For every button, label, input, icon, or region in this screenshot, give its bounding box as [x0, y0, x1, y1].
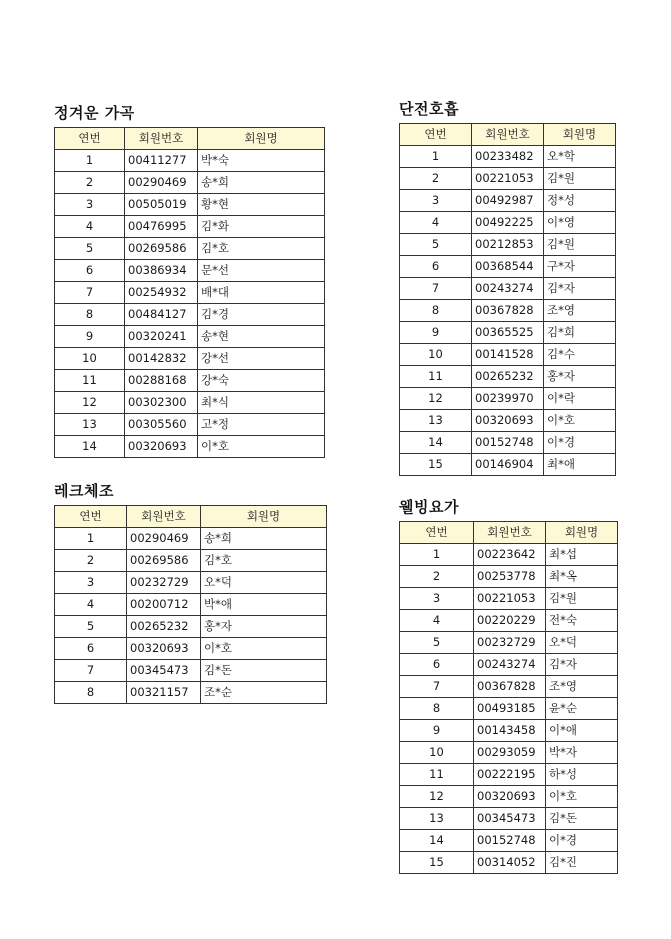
cell-member-id: 00243274 — [472, 278, 544, 300]
cell-member-name: 강*숙 — [198, 370, 325, 392]
cell-member-id: 00320693 — [125, 436, 198, 458]
cell-member-name: 홍*자 — [201, 616, 327, 638]
table-row — [55, 260, 325, 282]
cell-member-id: 00290469 — [127, 528, 201, 550]
cell-member-name: 김*호 — [201, 550, 327, 572]
cell-member-id: 00221053 — [474, 588, 546, 610]
cell-no: 7 — [55, 282, 125, 304]
table-row — [400, 676, 618, 698]
table-row — [55, 392, 325, 414]
cell-no: 3 — [55, 194, 125, 216]
cell-member-name: 오*덕 — [201, 572, 327, 594]
table-row — [55, 150, 325, 172]
cell-member-name: 최*식 — [198, 392, 325, 414]
table-row — [400, 322, 616, 344]
table-row — [400, 632, 618, 654]
cell-member-id: 00239970 — [472, 388, 544, 410]
cell-no: 7 — [55, 660, 127, 682]
cell-member-name: 이*영 — [544, 212, 616, 234]
cell-no: 4 — [400, 212, 472, 234]
cell-no: 2 — [55, 172, 125, 194]
cell-no: 6 — [55, 638, 127, 660]
cell-no: 8 — [55, 682, 127, 704]
cell-member-name: 송*희 — [201, 528, 327, 550]
cell-member-name: 김*희 — [544, 322, 616, 344]
table-row — [55, 594, 327, 616]
header-member-id: 회원번호 — [474, 522, 546, 544]
cell-member-name: 박*자 — [546, 742, 618, 764]
cell-no: 10 — [400, 344, 472, 366]
cell-member-name: 배*대 — [198, 282, 325, 304]
table-row — [400, 588, 618, 610]
table-row — [55, 348, 325, 370]
cell-member-name: 조*영 — [544, 300, 616, 322]
table-row — [55, 660, 327, 682]
cell-member-name: 김*돈 — [201, 660, 327, 682]
cell-member-id: 00142832 — [125, 348, 198, 370]
cell-member-name: 구*자 — [544, 256, 616, 278]
member-table — [399, 521, 618, 874]
header-member-id: 회원번호 — [127, 506, 201, 528]
cell-no: 9 — [55, 326, 125, 348]
cell-member-name: 최*섭 — [546, 544, 618, 566]
cell-no: 7 — [400, 278, 472, 300]
cell-no: 4 — [55, 594, 127, 616]
cell-member-name: 이*애 — [546, 720, 618, 742]
cell-member-name: 전*숙 — [546, 610, 618, 632]
table-row — [400, 146, 616, 168]
cell-member-id: 00293059 — [474, 742, 546, 764]
cell-no: 14 — [400, 830, 474, 852]
cell-member-id: 00269586 — [125, 238, 198, 260]
cell-member-name: 이*호 — [198, 436, 325, 458]
cell-no: 4 — [55, 216, 125, 238]
cell-member-name: 김*원 — [544, 168, 616, 190]
cell-no: 10 — [400, 742, 474, 764]
cell-member-id: 00212853 — [472, 234, 544, 256]
cell-no: 8 — [400, 698, 474, 720]
table-row — [400, 344, 616, 366]
cell-member-name: 하*성 — [546, 764, 618, 786]
cell-member-id: 00320693 — [474, 786, 546, 808]
table-row — [55, 616, 327, 638]
cell-no: 14 — [55, 436, 125, 458]
cell-member-id: 00345473 — [127, 660, 201, 682]
table-row — [400, 720, 618, 742]
table-row — [55, 638, 327, 660]
cell-member-id: 00305560 — [125, 414, 198, 436]
table-row — [55, 682, 327, 704]
cell-no: 13 — [400, 410, 472, 432]
table-header-row — [400, 522, 618, 544]
cell-member-id: 00223642 — [474, 544, 546, 566]
cell-member-id: 00290469 — [125, 172, 198, 194]
cell-no: 6 — [400, 256, 472, 278]
table-row — [55, 528, 327, 550]
header-member-name: 회원명 — [546, 522, 618, 544]
cell-member-name: 이*호 — [201, 638, 327, 660]
cell-member-id: 00265232 — [472, 366, 544, 388]
header-no: 연번 — [55, 128, 125, 150]
cell-member-id: 00345473 — [474, 808, 546, 830]
cell-no: 15 — [400, 852, 474, 874]
cell-member-id: 00476995 — [125, 216, 198, 238]
cell-member-name: 이*락 — [544, 388, 616, 410]
table-row — [55, 414, 325, 436]
table-row — [55, 436, 325, 458]
cell-member-id: 00232729 — [474, 632, 546, 654]
cell-no: 1 — [400, 544, 474, 566]
cell-member-id: 00200712 — [127, 594, 201, 616]
cell-member-id: 00243274 — [474, 654, 546, 676]
section-title: 정겨운 가곡 — [54, 104, 135, 122]
cell-no: 2 — [400, 168, 472, 190]
section-title: 단전호흡 — [399, 100, 459, 118]
header-no: 연번 — [400, 522, 474, 544]
table-row — [400, 544, 618, 566]
table-row — [400, 432, 616, 454]
cell-member-name: 고*정 — [198, 414, 325, 436]
table-row — [400, 742, 618, 764]
header-no: 연번 — [55, 506, 127, 528]
section-danjeon — [399, 100, 616, 476]
table-row — [400, 388, 616, 410]
section-wellbeing-yoga — [399, 498, 618, 874]
cell-no: 5 — [55, 616, 127, 638]
table-row — [400, 190, 616, 212]
table-row — [400, 852, 618, 874]
cell-member-id: 00492225 — [472, 212, 544, 234]
table-row — [400, 830, 618, 852]
cell-no: 14 — [400, 432, 472, 454]
table-row — [55, 572, 327, 594]
section-rec-exercise — [54, 482, 327, 704]
cell-no: 7 — [400, 676, 474, 698]
cell-member-id: 00505019 — [125, 194, 198, 216]
cell-member-name: 송*현 — [198, 326, 325, 348]
cell-no: 6 — [400, 654, 474, 676]
cell-no: 15 — [400, 454, 472, 476]
table-row — [55, 370, 325, 392]
cell-member-id: 00143458 — [474, 720, 546, 742]
header-no: 연번 — [400, 124, 472, 146]
cell-member-name: 김*원 — [544, 234, 616, 256]
cell-no: 12 — [400, 786, 474, 808]
cell-member-id: 00484127 — [125, 304, 198, 326]
cell-no: 9 — [400, 322, 472, 344]
table-row — [55, 550, 327, 572]
cell-no: 10 — [55, 348, 125, 370]
cell-member-id: 00320693 — [472, 410, 544, 432]
cell-member-id: 00152748 — [474, 830, 546, 852]
cell-member-name: 박*애 — [201, 594, 327, 616]
cell-member-name: 김*수 — [544, 344, 616, 366]
table-row — [55, 194, 325, 216]
header-member-name: 회원명 — [201, 506, 327, 528]
member-table — [54, 127, 325, 458]
table-header-row — [400, 124, 616, 146]
cell-member-name: 최*옥 — [546, 566, 618, 588]
cell-member-name: 오*학 — [544, 146, 616, 168]
table-row — [400, 278, 616, 300]
cell-no: 11 — [400, 366, 472, 388]
cell-no: 6 — [55, 260, 125, 282]
table-row — [400, 764, 618, 786]
cell-no: 11 — [400, 764, 474, 786]
header-member-id: 회원번호 — [472, 124, 544, 146]
cell-member-id: 00220229 — [474, 610, 546, 632]
cell-no: 2 — [400, 566, 474, 588]
cell-member-name: 김*진 — [546, 852, 618, 874]
table-row — [400, 212, 616, 234]
cell-no: 5 — [400, 234, 472, 256]
cell-no: 5 — [400, 632, 474, 654]
table-row — [400, 300, 616, 322]
cell-no: 5 — [55, 238, 125, 260]
cell-member-id: 00253778 — [474, 566, 546, 588]
table-header-row — [55, 506, 327, 528]
cell-no: 1 — [400, 146, 472, 168]
cell-member-name: 이*호 — [544, 410, 616, 432]
cell-member-id: 00146904 — [472, 454, 544, 476]
cell-no: 1 — [55, 528, 127, 550]
cell-member-id: 00222195 — [474, 764, 546, 786]
cell-member-id: 00493185 — [474, 698, 546, 720]
cell-no: 8 — [55, 304, 125, 326]
cell-member-id: 00314052 — [474, 852, 546, 874]
cell-member-name: 송*희 — [198, 172, 325, 194]
cell-no: 13 — [55, 414, 125, 436]
cell-member-name: 김*호 — [198, 238, 325, 260]
cell-member-id: 00141528 — [472, 344, 544, 366]
table-row — [400, 566, 618, 588]
table-row — [400, 366, 616, 388]
cell-member-name: 김*경 — [198, 304, 325, 326]
table-row — [400, 610, 618, 632]
cell-member-name: 정*성 — [544, 190, 616, 212]
cell-member-id: 00367828 — [474, 676, 546, 698]
header-member-name: 회원명 — [544, 124, 616, 146]
member-table — [54, 505, 327, 704]
table-row — [55, 172, 325, 194]
cell-member-id: 00254932 — [125, 282, 198, 304]
table-row — [400, 808, 618, 830]
cell-no: 2 — [55, 550, 127, 572]
cell-member-id: 00320693 — [127, 638, 201, 660]
cell-member-name: 이*호 — [546, 786, 618, 808]
cell-no: 9 — [400, 720, 474, 742]
table-row — [55, 326, 325, 348]
table-row — [400, 168, 616, 190]
cell-member-name: 황*현 — [198, 194, 325, 216]
cell-member-id: 00269586 — [127, 550, 201, 572]
cell-member-name: 김*원 — [546, 588, 618, 610]
cell-member-name: 윤*순 — [546, 698, 618, 720]
section-title: 레크체조 — [54, 482, 114, 500]
table-header-row — [55, 128, 325, 150]
cell-member-name: 이*경 — [546, 830, 618, 852]
table-row — [400, 256, 616, 278]
cell-member-id: 00386934 — [125, 260, 198, 282]
table-row — [55, 238, 325, 260]
cell-member-id: 00152748 — [472, 432, 544, 454]
cell-member-name: 조*영 — [546, 676, 618, 698]
table-row — [400, 234, 616, 256]
cell-member-id: 00367828 — [472, 300, 544, 322]
cell-no: 3 — [55, 572, 127, 594]
cell-member-name: 강*선 — [198, 348, 325, 370]
section-title: 웰빙요가 — [399, 498, 459, 516]
cell-member-name: 김*돈 — [546, 808, 618, 830]
header-member-name: 회원명 — [198, 128, 325, 150]
cell-member-name: 조*순 — [201, 682, 327, 704]
cell-no: 1 — [55, 150, 125, 172]
cell-member-name: 이*경 — [544, 432, 616, 454]
cell-no: 3 — [400, 190, 472, 212]
table-row — [55, 216, 325, 238]
cell-no: 13 — [400, 808, 474, 830]
section-gagok — [54, 104, 325, 458]
cell-member-name: 김*자 — [546, 654, 618, 676]
cell-member-id: 00411277 — [125, 150, 198, 172]
table-row — [400, 654, 618, 676]
cell-member-id: 00302300 — [125, 392, 198, 414]
cell-member-name: 김*화 — [198, 216, 325, 238]
cell-member-name: 최*애 — [544, 454, 616, 476]
cell-member-name: 박*숙 — [198, 150, 325, 172]
cell-member-id: 00365525 — [472, 322, 544, 344]
cell-no: 4 — [400, 610, 474, 632]
cell-member-name: 오*덕 — [546, 632, 618, 654]
table-row — [400, 698, 618, 720]
member-table — [399, 123, 616, 476]
cell-member-id: 00233482 — [472, 146, 544, 168]
cell-no: 3 — [400, 588, 474, 610]
header-member-id: 회원번호 — [125, 128, 198, 150]
cell-no: 11 — [55, 370, 125, 392]
cell-member-name: 문*선 — [198, 260, 325, 282]
cell-member-id: 00321157 — [127, 682, 201, 704]
cell-member-id: 00221053 — [472, 168, 544, 190]
table-row — [400, 410, 616, 432]
cell-member-id: 00492987 — [472, 190, 544, 212]
cell-member-name: 김*자 — [544, 278, 616, 300]
table-row — [55, 282, 325, 304]
table-row — [400, 786, 618, 808]
cell-member-id: 00368544 — [472, 256, 544, 278]
table-row — [55, 304, 325, 326]
cell-member-id: 00265232 — [127, 616, 201, 638]
cell-member-name: 홍*자 — [544, 366, 616, 388]
cell-no: 8 — [400, 300, 472, 322]
cell-member-id: 00288168 — [125, 370, 198, 392]
cell-member-id: 00320241 — [125, 326, 198, 348]
table-row — [400, 454, 616, 476]
cell-no: 12 — [400, 388, 472, 410]
cell-member-id: 00232729 — [127, 572, 201, 594]
cell-no: 12 — [55, 392, 125, 414]
